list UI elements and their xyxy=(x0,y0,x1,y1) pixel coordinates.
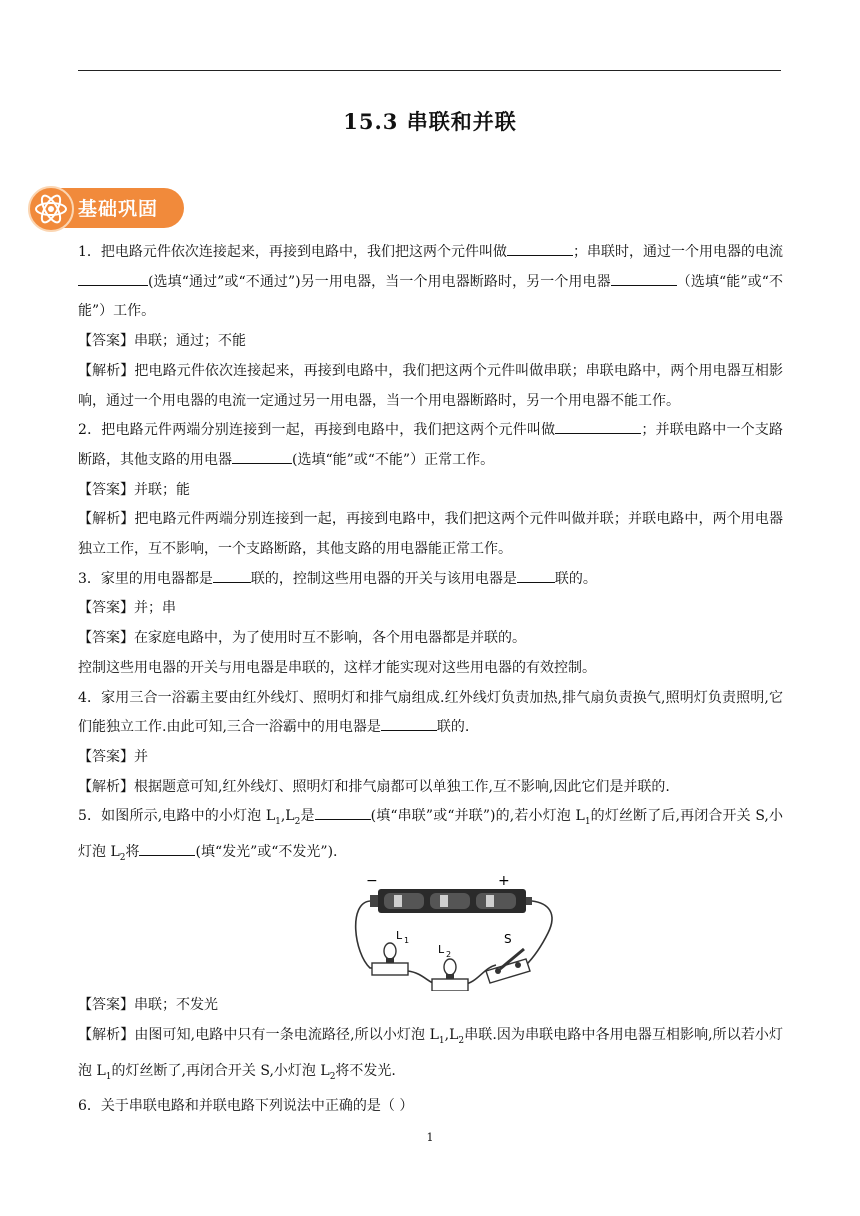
answer-1: 【答案】串联；通过；不能 xyxy=(78,333,246,350)
question-2: 2．把电路元件两端分别连接到一起，再接到电路中，我们把这两个元件叫做 ；并联电路中一个支路断路，其他支路的用电器 (选填“能”或“不能”）正常工作。 xyxy=(78,416,783,475)
analysis-2: 【解析】把电路元件两端分别连接到一起，再接到电路中，我们把这两个元件叫做并联；并联电路中，两个用电器独立工作，互不影响，一个支路断路，其他支路的用电器能正常工作。 xyxy=(78,511,784,558)
analysis-1: 【解析】把电路元件依次连接起来，再接到电路中，我们把这两个元件叫做串联；串联电路中，两个用电器互相影响，通过一个用电器的电流一定通过另一用电器，当一个用电器断路时，另一个用电器不能工作。 xyxy=(78,362,784,409)
section-badge xyxy=(28,186,184,234)
answer-3: 【答案】并；串 xyxy=(78,600,176,617)
answer-blank xyxy=(507,241,573,256)
circuit-figure xyxy=(78,873,783,991)
answer-blank xyxy=(555,419,641,434)
question-1: 1．把电路元件依次连接起来，再接到电路中，我们把这两个元件叫做 ；串联时，通过一个用电器的电流(选填“通过”或“不通过”)另一用电器，当一个用电器断路时，另一个用电器 （选填“能”或“不能”）工作。 xyxy=(78,238,783,327)
question-4: 4．家用三合一浴霸主要由红外线灯、照明灯和排气扇组成.红外线灯负责加热,排气扇负责换气,照明灯负责照明,它们能独立工作.由此可知,三合一浴霸中的用电器是 联的. xyxy=(78,689,783,736)
svg-text:L: L xyxy=(438,943,445,957)
answer-2: 【答案】并联；能 xyxy=(78,481,190,498)
svg-text:1: 1 xyxy=(404,936,410,946)
answer-blank xyxy=(139,841,195,856)
lamp-l2-icon xyxy=(432,959,468,991)
analysis-5: 【解析】由图可知,电路中只有一条电流路径,所以小灯泡 $L_1,L_2$串联.因为串联电路中各用电器互相影响,所以若小灯泡 $L_1$的灯丝断了,再闭合开关 S,小灯泡 $L_2$将不发光. xyxy=(78,1027,784,1082)
answer-blank xyxy=(611,271,677,286)
page-title: 15.3 串联和并联 xyxy=(343,109,517,134)
answer-5: 【答案】串联；不发光 xyxy=(78,997,218,1014)
svg-text:S: S xyxy=(504,932,512,947)
answer-blank xyxy=(381,716,437,731)
atom-icon xyxy=(28,186,74,232)
answer-blank xyxy=(213,568,251,583)
answer-3-explanation: 【答案】在家庭电路中，为了使用时互不影响，各个用电器都是并联的。 xyxy=(78,630,526,647)
question-6: 6．关于串联电路和并联电路下列说法中正确的是（ ） xyxy=(78,1098,414,1115)
svg-text:2: 2 xyxy=(446,950,452,960)
answer-blank xyxy=(232,449,292,464)
analysis-4: 【解析】根据题意可知,红外线灯、照明灯和排气扇都可以单独工作,互不影响,因此它们是并联的. xyxy=(78,778,670,795)
answer-blank xyxy=(78,271,148,286)
document-body xyxy=(78,238,783,1122)
header-rule xyxy=(78,70,781,71)
lamp-l1-icon xyxy=(372,943,408,975)
svg-text:L: L xyxy=(396,929,403,943)
svg-text:−: − xyxy=(366,873,378,890)
question-5: 5．如图所示,电路中的小灯泡 $L_1,L_2$是 (填“串联”或“并联”)的,若小灯泡 $L_1$的灯丝断了后,再闭合开关 S,小灯泡 $L_2$将 (填“发光”或“不发光”). xyxy=(78,802,783,873)
section-badge-label: 基础巩固 xyxy=(78,198,159,220)
answer-blank xyxy=(517,568,555,583)
page-number: 1 xyxy=(426,1131,434,1144)
question-3: 3．家里的用电器都是 联的，控制这些用电器的开关与该用电器是 联的。 xyxy=(78,565,783,595)
answer-blank xyxy=(315,805,371,820)
answer-3-extra: 控制这些用电器的开关与用电器是串联的，这样才能实现对这些用电器的有效控制。 xyxy=(78,659,596,676)
battery-pack-icon xyxy=(370,889,532,913)
answer-4: 【答案】并 xyxy=(78,748,148,765)
svg-text:+: + xyxy=(498,873,510,890)
